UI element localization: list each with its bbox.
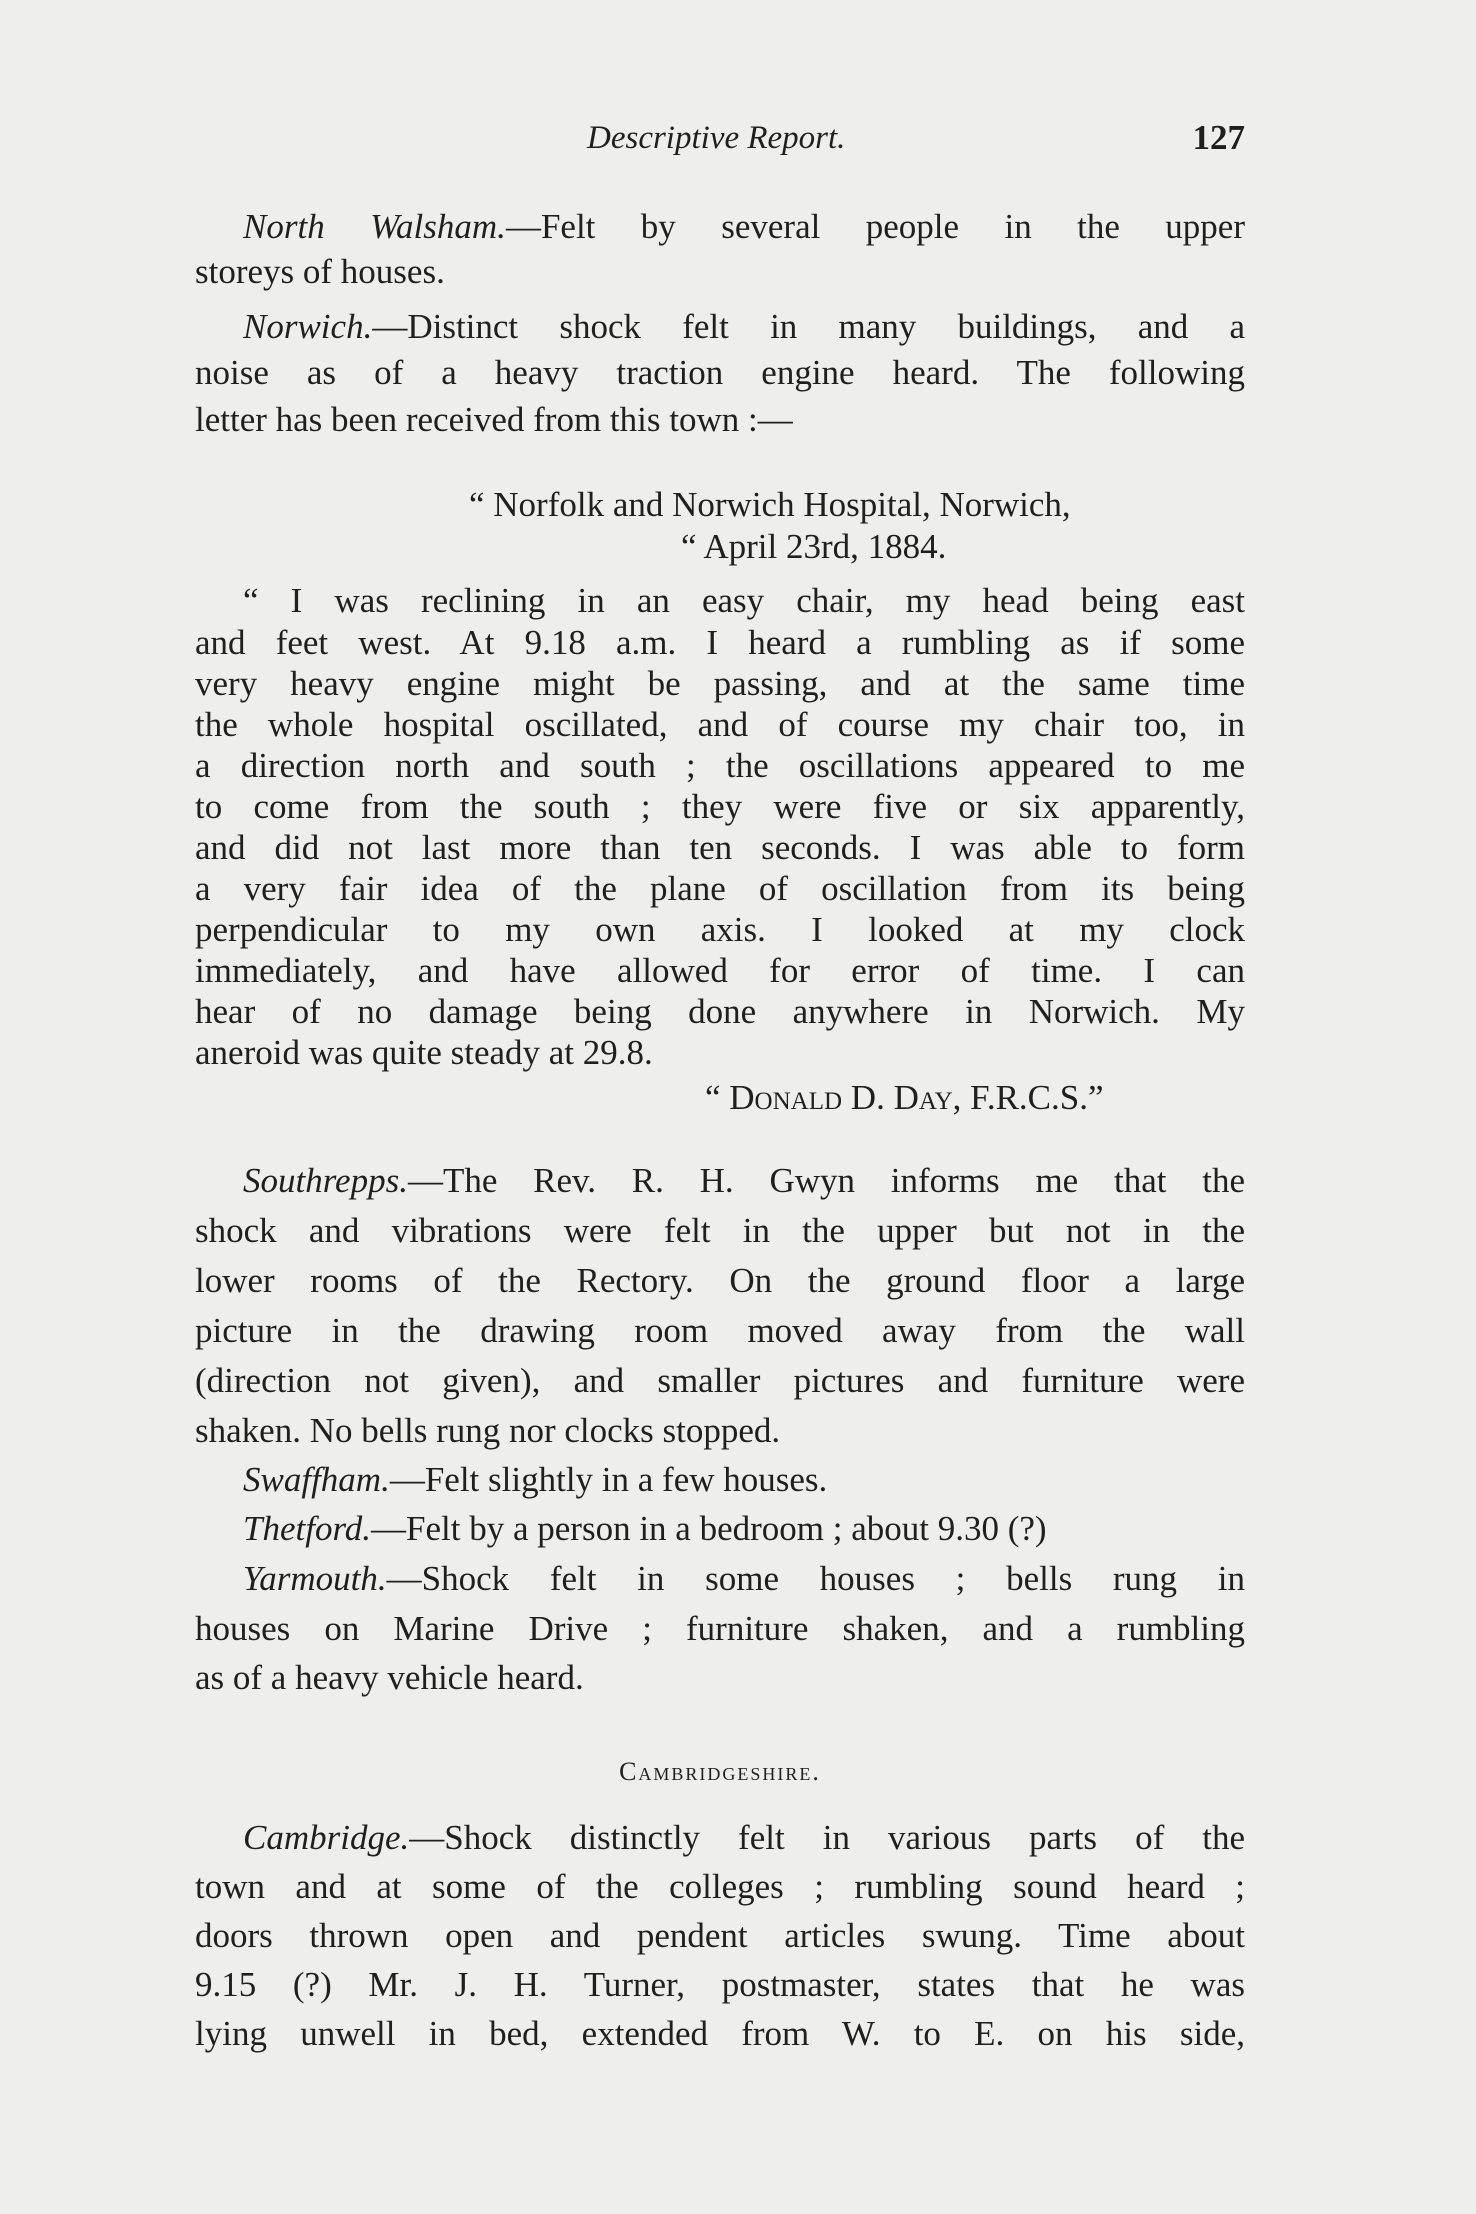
place-name: Southrepps. [243, 1161, 408, 1200]
letter-line: a direction north and south ; the oscillations appeared to me [195, 746, 1245, 785]
letter-line: a very fair idea of the plane of oscillation from its being [195, 869, 1245, 908]
text-line: houses on Marine Drive ; furniture shaken, and a rumbling [195, 1609, 1245, 1648]
text-line: shock and vibrations were felt in the upper but not in the [195, 1211, 1245, 1250]
place-name: Thetford. [243, 1509, 372, 1548]
text-line: lying unwell in bed, extended from W. to E. on his side, [195, 2014, 1245, 2053]
letter-line: “ I was reclining in an easy chair, my head being east [243, 581, 1245, 620]
text-line: storeys of houses. [195, 252, 445, 291]
place-name: Norwich. [243, 307, 373, 346]
place-name: North Walsham. [243, 207, 506, 246]
letter-line: the whole hospital oscillated, and of course my chair too, in [195, 705, 1245, 744]
text-line: town and at some of the colleges ; rumbling sound heard ; [195, 1867, 1245, 1906]
letter-line: perpendicular to my own axis. I looked at my clock [195, 910, 1245, 949]
place-name: Yarmouth. [243, 1559, 387, 1598]
paragraph-cambridge [195, 1816, 1245, 1860]
text-line: noise as of a heavy traction engine heard. The following [195, 353, 1245, 392]
paragraph-north-walsham [195, 205, 1245, 249]
running-title: Descriptive Report. [587, 120, 846, 156]
page-header [195, 120, 1245, 170]
letter-line: and feet west. At 9.18 a.m. I heard a rumbling as if some [195, 623, 1245, 662]
page-number: 127 [1192, 118, 1245, 157]
letter-line: and did not last more than ten seconds. I was able to form [195, 828, 1245, 867]
letter-line: very heavy engine might be passing, and at the same time [195, 664, 1245, 703]
text-line: lower rooms of the Rectory. On the ground floor a large [195, 1261, 1245, 1300]
text-line: —Felt slightly in a few houses. [389, 1460, 828, 1499]
text-line: —Felt by several people in the upper [505, 207, 1245, 246]
text-line: —The Rev. R. H. Gwyn informs me that the [407, 1161, 1245, 1200]
paragraph-yarmouth [195, 1557, 1245, 1601]
letter-line: to come from the south ; they were five or six apparently, [195, 787, 1245, 826]
letter-date: “ April 23rd, 1884. [681, 527, 947, 566]
text-line: letter has been received from this town :— [195, 400, 793, 439]
paragraph-southrepps [195, 1159, 1245, 1203]
paragraph-norwich [195, 305, 1245, 349]
place-name: Cambridge. [243, 1818, 410, 1857]
text-line: —Felt by a person in a bedroom ; about 9.30 (?) [371, 1509, 1047, 1548]
text-line: —Distinct shock felt in many buildings, and a [372, 307, 1245, 346]
letter-address: “ Norfolk and Norwich Hospital, Norwich, [469, 485, 1071, 524]
letter-line: hear of no damage being done anywhere in Norwich. My [195, 992, 1245, 1031]
letter-signature: “ Donald D. Day, F.R.C.S.” [705, 1078, 1104, 1117]
text-line: as of a heavy vehicle heard. [195, 1658, 584, 1697]
section-heading: Cambridgeshire. [619, 1757, 821, 1786]
text-line: shaken. No bells rung nor clocks stopped. [195, 1411, 781, 1450]
letter-line: aneroid was quite steady at 29.8. [195, 1033, 653, 1072]
paragraph-thetford [195, 1507, 1245, 1551]
text-line: picture in the drawing room moved away from the wall [195, 1311, 1245, 1350]
letter-line: immediately, and have allowed for error of time. I can [195, 951, 1245, 990]
text-line: (direction not given), and smaller pictures and furniture were [195, 1361, 1245, 1400]
paragraph-swaffham [195, 1458, 1245, 1502]
text-line: doors thrown open and pendent articles swung. Time about [195, 1916, 1245, 1955]
text-line: —Shock distinctly felt in various parts of the [409, 1818, 1245, 1857]
place-name: Swaffham. [243, 1460, 390, 1499]
text-line: 9.15 (?) Mr. J. H. Turner, postmaster, states that he was [195, 1965, 1245, 2004]
text-line: —Shock felt in some houses ; bells rung in [386, 1559, 1245, 1598]
